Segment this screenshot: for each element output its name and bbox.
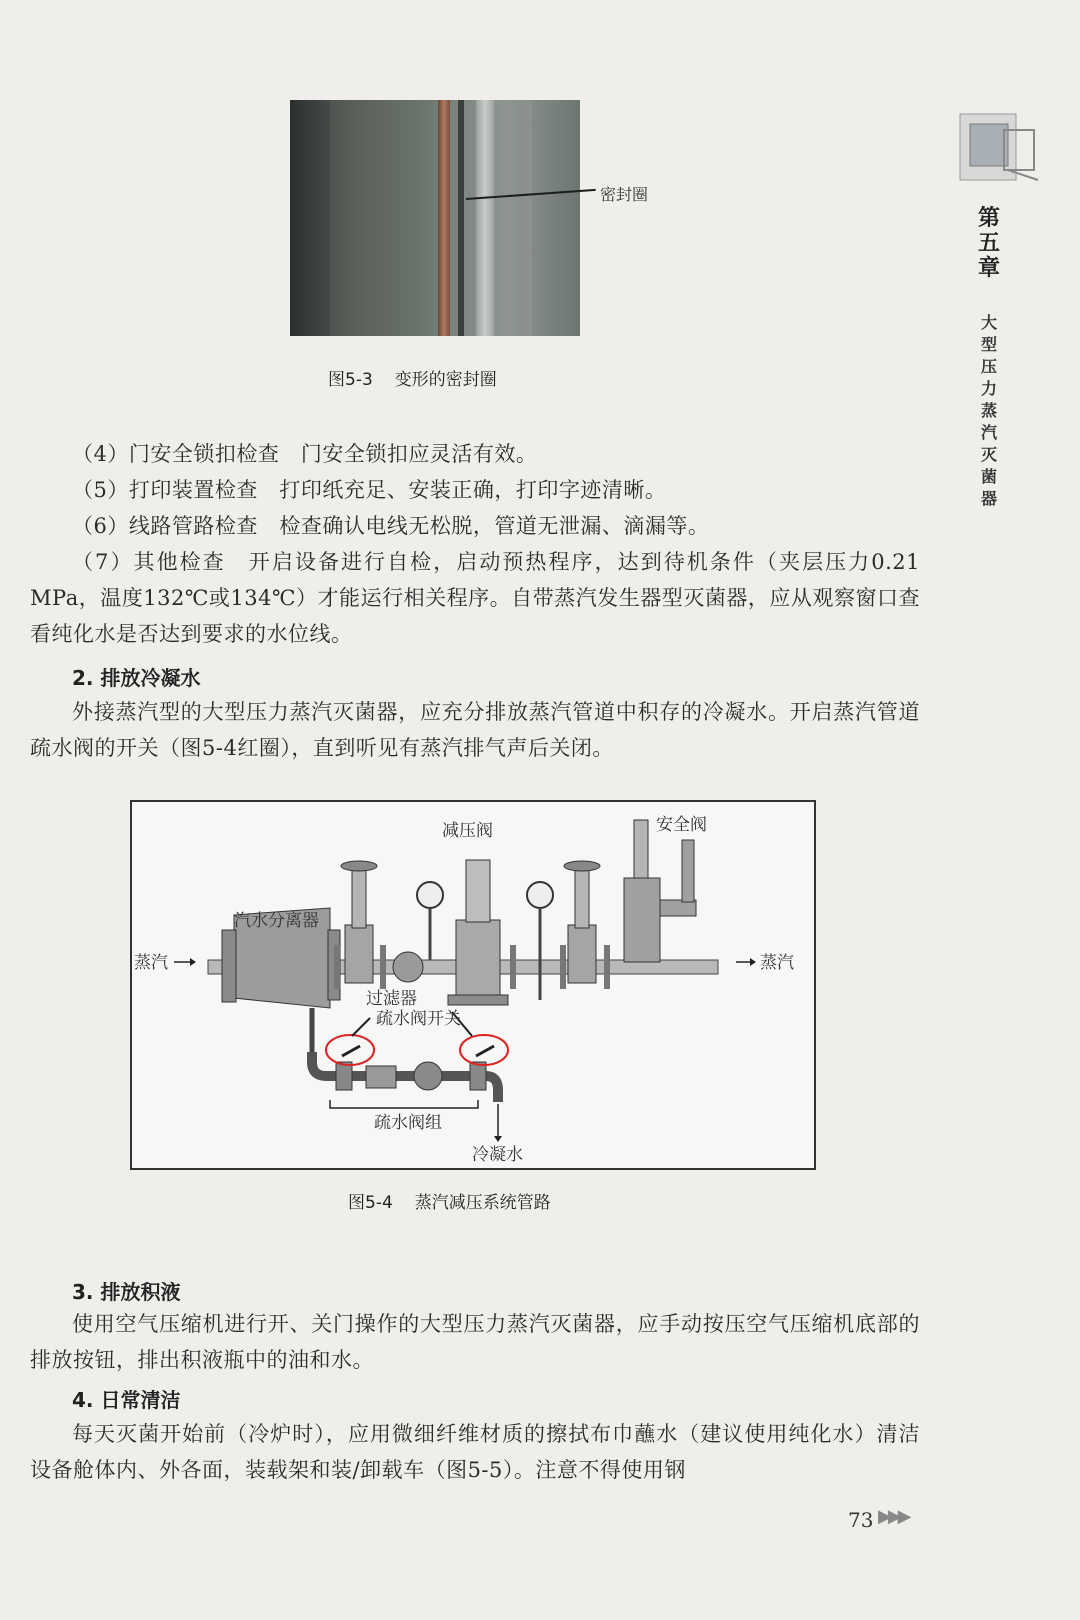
steam-out-label: 蒸汽 [760,953,794,973]
steam-in-label: 蒸汽 [134,953,168,973]
section-2-text: 外接蒸汽型的大型压力蒸汽灭菌器，应充分排放蒸汽管道中积存的冷凝水。开启蒸汽管道疏水阀的开关（图5-4红圈），直到听见有蒸汽排气声后关闭。 [30,700,920,760]
separator-label: 汽水分离器 [234,911,319,931]
check-item-7: （7）其他检查 开启设备进行自检，启动预热程序，达到待机条件（夹层压力0.21 MPa，温度132℃或134℃）才能运行相关程序。自带蒸汽发生器型灭菌器，应从观察窗口查看纯化水是否达到要求的水位线。 [30,550,920,646]
check-item-4: （4）门安全锁扣检查 门安全锁扣应灵活有效。 [72,442,538,466]
pressure-reducing-valve-label: 减压阀 [442,821,493,841]
page-number: 73 [848,1508,874,1532]
section-3-text: 使用空气压缩机进行开、关门操作的大型压力蒸汽灭菌器，应手动按压空气压缩机底部的排放按钮，排出积液瓶中的油和水。 [30,1312,920,1372]
chapter-title: 大型压力蒸汽灭菌器 [980,313,997,508]
steam-pressure-diagram [130,800,816,1170]
figure-5-3-caption [328,365,497,390]
figure-5-3-text: 变形的密封圈 [394,370,497,390]
condensate-label: 冷凝水 [472,1145,523,1165]
drain-switch-label: 疏水阀开关 [376,1009,461,1029]
figure-5-4-caption [348,1188,551,1213]
check-item-6: （6）线路管路检查 检查确认电线无松脱，管道无泄漏、滴漏等。 [72,514,710,538]
drain-group-label: 疏水阀组 [374,1113,442,1133]
filter-label: 过滤器 [366,989,417,1009]
chapter-label: 第五章 [977,206,1000,281]
figure-5-4-number: 图5-4 [348,1193,393,1213]
section-4-text: 每天灭菌开始前（冷炉时），应用微细纤维材质的擦拭布巾蘸水（建议使用纯化水）清洁设备舱体内、外各面，装载架和装/卸载车（图5-5）。注意不得使用钢 [30,1422,920,1482]
figure-5-3-number: 图5-3 [328,370,373,390]
page-arrows-icon: ▶▶▶ [878,1506,908,1527]
section-2-heading: 2. 排放冷凝水 [72,666,201,690]
section-3-heading: 3. 排放积液 [72,1280,181,1304]
check-item-5: （5）打印装置检查 打印纸充足、安装正确，打印字迹清晰。 [72,478,667,502]
sterilizer-thumbnail [958,110,1042,186]
seal-ring-photo [290,100,580,336]
seal-callout-label: 密封圈 [600,185,649,204]
figure-5-4-text: 蒸汽减压系统管路 [414,1193,551,1213]
section-4-heading: 4. 日常清洁 [72,1388,181,1412]
safety-valve-label: 安全阀 [656,815,707,835]
